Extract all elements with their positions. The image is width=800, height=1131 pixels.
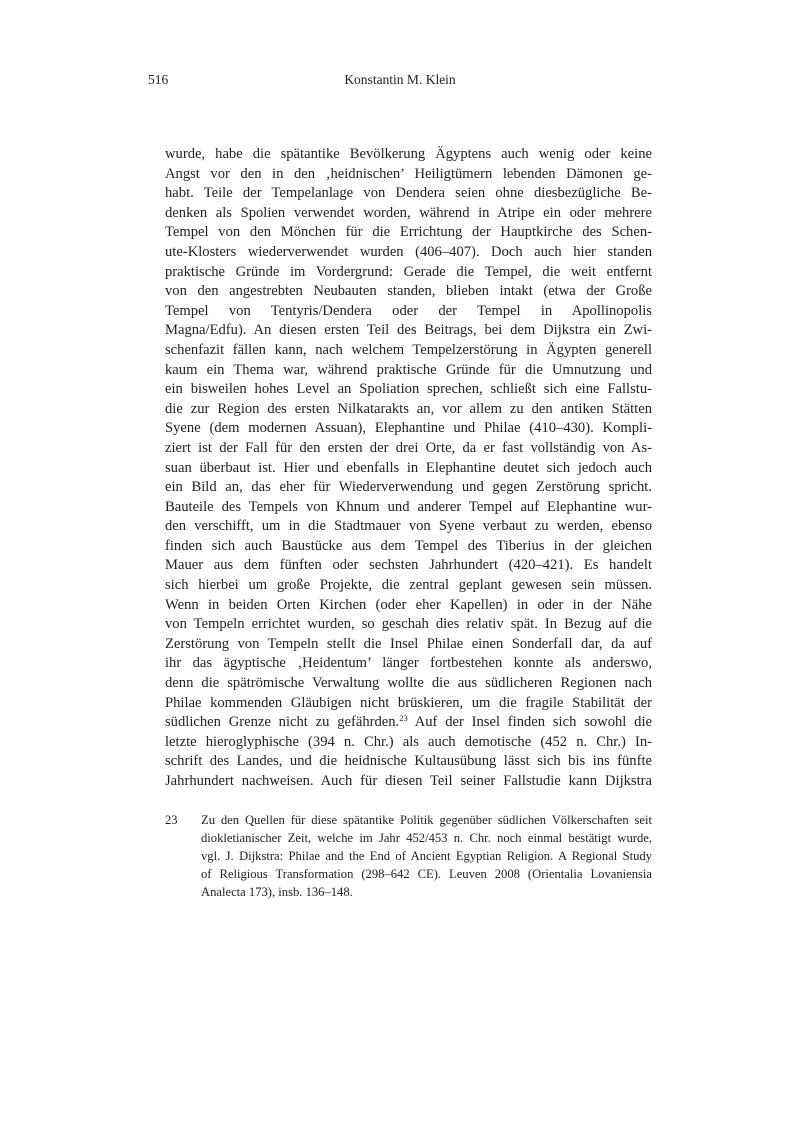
body-line: schrift des Landes, und die heidnische Kultausübung lässt sich bis ins fünfte [165, 753, 652, 770]
body-line: finden sich auch Baustücke aus dem Tempel des Tiberius in der gleichen [165, 537, 652, 554]
body-line: kaum ein Thema war, während praktische Gründe für die Umnutzung und [165, 361, 652, 378]
body-line: Jahrhundert nachweisen. Auch für diesen Teil seiner Fallstudie kann Dijkstra [165, 773, 652, 789]
body-line: Tempel von Tentyris/Dendera oder der Tempel in Apollinopolis [165, 302, 652, 319]
body-text [165, 145, 652, 792]
body-line: sich hierbei um große Projekte, die zentral geplant gewesen sein müssen. [165, 577, 652, 594]
body-line: von den angestrebten Neubauten standen, blieben intakt (etwa der Große [165, 283, 652, 300]
body-line: wurde, habe die spätantike Bevölkerung Ägyptens auch wenig oder keine [165, 146, 652, 162]
body-line: Syene (dem modernen Assuan), Elephantine und Philae (410–430). Kompli- [165, 420, 652, 437]
footnote-line: diokletianischer Zeit, welche im Jahr 452/453 n. Chr. noch einmal bestätigt wurde, [201, 831, 652, 845]
footnote-line: Zu den Quellen für diese spätantike Politik gegenüber südlichen Völkerschaften seit [201, 813, 652, 827]
body-line: Tempel von den Mönchen für die Errichtung der Hauptkirche des Schen- [165, 224, 652, 241]
body-line: schenfazit fällen kann, nach welchem Tempelzerstörung in Ägypten generell [165, 341, 652, 358]
body-line: Bauteile des Tempels von Khnum und anderer Tempel auf Elephantine wur- [165, 498, 652, 515]
body-line: Zerstörung von Tempeln stellt die Insel Philae einen Sonderfall dar, da auf [165, 635, 652, 652]
body-line: Philae kommenden Gläubigen nicht brüskieren, um die fragile Stabilität der [165, 694, 652, 711]
body-line: ziert ist der Fall für den ersten der drei Orte, da er fast vollständig von As- [165, 439, 652, 456]
footnote-ref[interactable]: 23 [399, 713, 408, 724]
footnote-text [201, 811, 652, 901]
body-line: ein Bild an, das eher für Wiederverwendung und gegen Zerstörung spricht. [165, 479, 652, 496]
body-line: von Tempeln errichtet wurden, so geschah dies relativ spät. In Bezug auf die [165, 616, 652, 633]
body-line [165, 713, 652, 733]
page-number: 516 [148, 72, 169, 87]
body-line: ihr das ägyptische ‚Heidentum’ länger fortbestehen konnte als anderswo, [165, 655, 652, 672]
body-line: Wenn in beiden Orten Kirchen (oder eher Kapellen) in oder in der Nähe [165, 596, 652, 613]
footnote-line: vgl. J. Dijkstra: Philae and the End of Ancient Egyptian Religion. A Regional Study [201, 849, 652, 863]
body-line: den verschifft, um in die Stadtmauer von Syene verbaut zu werden, ebenso [165, 518, 652, 535]
footnote-line: Analecta 173), insb. 136–148. [201, 885, 353, 899]
body-line: praktische Gründe im Vordergrund: Gerade die Tempel, die weit entfernt [165, 263, 652, 280]
body-line: habt. Teile der Tempelanlage von Dendera seien ohne diesbezügliche Be- [165, 185, 652, 202]
body-line: denken als Spolien verwendet worden, während in Atripe ein oder mehrere [165, 204, 652, 221]
body-line-part: Auf der Insel finden sich sowohl die [407, 714, 652, 731]
footnote-line: of Religious Transformation (298–642 CE). Leuven 2008 (Orientalia Lovaniensia [201, 867, 652, 881]
body-line-part: südlichen Grenze nicht zu gefährden. [165, 714, 400, 731]
body-line: ute-Klosters wiederverwendet wurden (406–407). Doch auch hier standen [165, 243, 652, 260]
body-line: die zur Region des ersten Nilkatarakts an, vor allem zu den antiken Stätten [165, 400, 652, 417]
body-line: Magna/Edfu). An diesen ersten Teil des Beitrags, bei dem Dijkstra ein Zwi- [165, 322, 652, 339]
body-line: letzte hieroglyphische (394 n. Chr.) als auch demotische (452 n. Chr.) In- [165, 733, 652, 750]
running-head: Konstantin M. Klein [344, 72, 456, 87]
body-line: Mauer aus dem fünften oder sechsten Jahrhundert (420–421). Es handelt [165, 557, 652, 574]
body-line: ein bisweilen hohes Level an Spoliation sprechen, schließt sich eine Fallstu- [165, 381, 652, 398]
footnote-number: 23 [165, 813, 178, 827]
body-line: denn die spätrömische Verwaltung wollte die aus südlicheren Regionen nach [165, 675, 652, 692]
body-line: Angst vor den in den ‚heidnischen’ Heiligtümern lebenden Dämonen ge- [165, 165, 652, 182]
body-line: suan überbaut ist. Hier und ebenfalls in Elephantine deutet sich jedoch auch [165, 459, 652, 476]
